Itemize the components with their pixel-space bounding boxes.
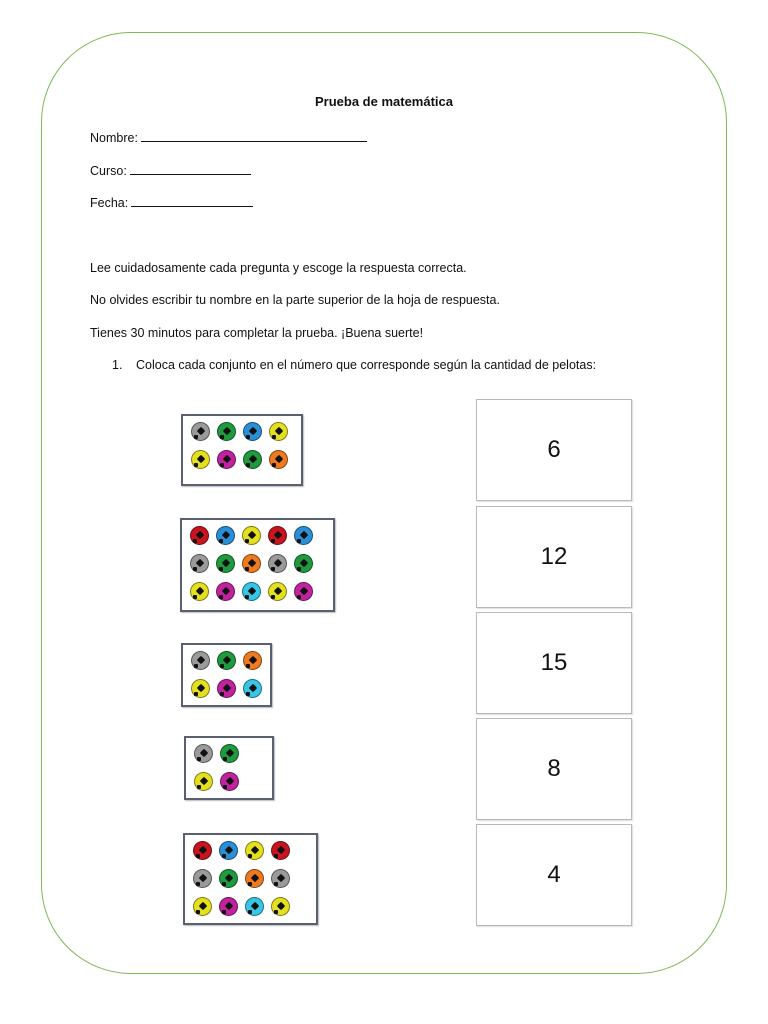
yellow-ball-icon [268,582,287,601]
magenta-ball-icon [217,679,236,698]
red-ball-icon [271,841,290,860]
orange-ball-icon [243,651,262,670]
cyan-ball-icon [245,897,264,916]
gray-ball-icon [268,554,287,573]
gray-ball-icon [271,869,290,888]
red-ball-icon [193,841,212,860]
ball-set-2[interactable] [180,518,335,612]
red-ball-icon [268,526,287,545]
yellow-ball-icon [245,841,264,860]
course-blank[interactable] [130,162,251,175]
gray-ball-icon [191,422,210,441]
green-ball-icon [294,554,313,573]
green-ball-icon [217,651,236,670]
course-field[interactable] [90,162,251,178]
gray-ball-icon [190,554,209,573]
name-label: Nombre: [90,131,138,145]
question-text: Coloca cada conjunto en el número que corresponde según la cantidad de pelotas: [136,358,597,372]
blue-ball-icon [219,841,238,860]
date-label: Fecha: [90,196,129,210]
answer-card-value: 12 [540,543,568,570]
yellow-ball-icon [242,526,261,545]
ball-set-5[interactable] [183,833,318,925]
answer-card-value: 4 [547,861,561,888]
name-field[interactable] [90,129,367,145]
instruction-1: Lee cuidadosamente cada pregunta y escoge la respuesta correcta. [90,261,467,275]
magenta-ball-icon [217,450,236,469]
answer-card-value: 15 [540,649,568,676]
magenta-ball-icon [220,772,239,791]
yellow-ball-icon [190,582,209,601]
magenta-ball-icon [216,582,235,601]
orange-ball-icon [242,554,261,573]
yellow-ball-icon [191,450,210,469]
answer-card-8[interactable] [476,718,632,820]
orange-ball-icon [245,869,264,888]
red-ball-icon [190,526,209,545]
answer-card-value: 8 [547,755,561,782]
magenta-ball-icon [294,582,313,601]
answer-card-value: 6 [547,436,561,463]
question-number: 1. [112,358,123,372]
blue-ball-icon [216,526,235,545]
gray-ball-icon [191,651,210,670]
green-ball-icon [216,554,235,573]
ball-set-4[interactable] [184,736,274,800]
course-label: Curso: [90,164,127,178]
answer-card-12[interactable] [476,506,632,608]
gray-ball-icon [193,869,212,888]
yellow-ball-icon [194,772,213,791]
question-1 [112,358,596,372]
yellow-ball-icon [271,897,290,916]
cyan-ball-icon [242,582,261,601]
green-ball-icon [243,450,262,469]
instruction-2: No olvides escribir tu nombre en la parte superior de la hoja de respuesta. [90,293,500,307]
name-blank[interactable] [141,129,367,142]
yellow-ball-icon [269,422,288,441]
ball-set-3[interactable] [181,643,272,707]
answer-card-6[interactable] [476,399,632,501]
magenta-ball-icon [219,897,238,916]
date-blank[interactable] [131,194,253,207]
gray-ball-icon [194,744,213,763]
green-ball-icon [220,744,239,763]
instruction-3: Tienes 30 minutos para completar la prueba. ¡Buena suerte! [90,326,424,340]
answer-card-4[interactable] [476,824,632,926]
blue-ball-icon [243,422,262,441]
yellow-ball-icon [191,679,210,698]
answer-card-15[interactable] [476,612,632,714]
page-title: Prueba de matemática [314,94,453,109]
cyan-ball-icon [243,679,262,698]
green-ball-icon [217,422,236,441]
green-ball-icon [219,869,238,888]
ball-set-1[interactable] [181,414,303,486]
yellow-ball-icon [193,897,212,916]
blue-ball-icon [294,526,313,545]
orange-ball-icon [269,450,288,469]
date-field[interactable] [90,194,253,210]
